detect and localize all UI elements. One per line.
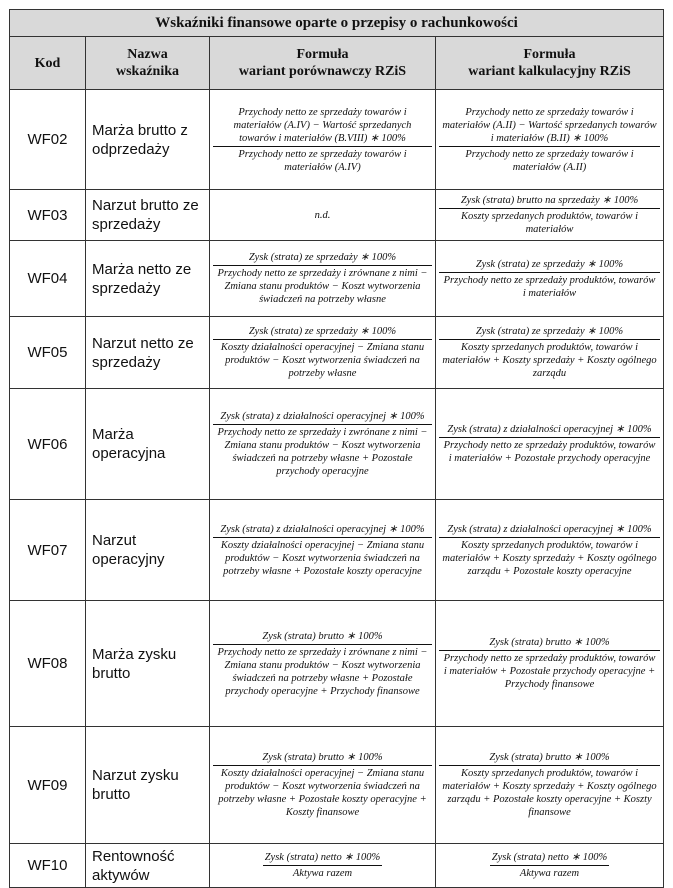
formula-comparative: Przychody netto ze sprzedaży towarów i materiałów (A.IV) − Wartość sprzedanych towarów i materiałów (B.VIII) ∗ 100% Przychody netto ze sprzedaży towarów i materiałów (A.IV) [210,90,436,190]
row-code: WF10 [10,844,86,888]
row-name: Marża operacyjna [86,389,210,500]
formula-comparative: Zysk (strata) brutto ∗ 100% Koszty działalności operacyjnej − Zmiana stanu produktów − Koszt wytworzenia świadczeń na potrzeby własne + Pozostałe koszty operacyjne + Koszty finansowe [210,727,436,844]
header-row [10,37,664,90]
formula-comparative: Zysk (strata) ze sprzedaży ∗ 100% Koszty działalności operacyjnej − Zmiana stanu produktów − Koszt wytworzenia świadczeń na potrzeby własne [210,317,436,389]
table-row [10,317,664,389]
row-code: WF02 [10,90,86,190]
formula-calculation: $\frac{\text{Zysk (strata) ze sprzedaży ∗ 100\%}}{\text{Przychody netto ze sprzedaży produktów, towarów i materiałów}}$ [436,241,664,317]
row-name: Marża netto ze sprzedaży [86,241,210,317]
row-name: Marża brutto z odprzedaży [86,90,210,190]
header-comparative: Formuła wariant porównawczy RZiS [210,37,436,90]
formula-comparative: n.d. [210,190,436,241]
header-name: Nazwa wskaźnika [86,37,210,90]
row-code: WF07 [10,500,86,601]
formula-calculation: Zysk (strata) ze sprzedaży ∗ 100% Koszty sprzedanych produktów, towarów i materiałów + Koszty sprzedaży + Koszty ogólnego zarządu [436,317,664,389]
formula-comparative: Zysk (strata) z działalności operacyjnej ∗ 100% Koszty działalności operacyjnej − Zmiana stanu produktów − Koszt wytworzenia świadczeń na potrzeby własne + Pozostałe koszty operacyjne [210,500,436,601]
formula-calculation: Przychody netto ze sprzedaży towarów i materiałów (A.II) − Wartość sprzedanych towarów i materiałów (B.II) ∗ 100% Przychody netto ze sprzedaży towarów i materiałów (A.II) [436,90,664,190]
table-row [10,241,664,317]
row-code: WF05 [10,317,86,389]
row-code: WF08 [10,601,86,727]
table-row [10,389,664,500]
table-row [10,90,664,190]
formula-calculation: Zysk (strata) z działalności operacyjnej ∗ 100% Koszty sprzedanych produktów, towarów i materiałów + Koszty sprzedaży + Koszty ogólnego zarządu + Pozostałe koszty operacyjne [436,500,664,601]
formula-calculation: Zysk (strata) brutto ∗ 100% Koszty sprzedanych produktów, towarów i materiałów + Koszty sprzedaży + Koszty ogólnego zarządu + Pozostałe koszty operacyjne + Koszty finansowe [436,727,664,844]
table-row [10,601,664,727]
financial-indicators-table [9,9,664,888]
formula-comparative: Zysk (strata) z działalności operacyjnej ∗ 100% Przychody netto ze sprzedaży i zwrónane z nimi − Zmiana stanu produktów − Koszt wytworzenia świadczeń na potrzeby własne + Pozostałe przychody operacyjne [210,389,436,500]
formula-comparative: Zysk (strata) brutto ∗ 100% Przychody netto ze sprzedaży i zrównane z nimi − Zmiana stanu produktów − Koszt wytworzenia świadczeń na potrzeby własne + Pozostałe przychody operacyjne + Przychody finansowe [210,601,436,727]
header-calculation: Formuła wariant kalkulacyjny RZiS [436,37,664,90]
formula-comparative: $\frac{\text{Zysk (strata) netto ∗ 100\%}}{\text{Aktywa razem}}$ [210,844,436,888]
table-row [10,727,664,844]
row-name: Narzut netto ze sprzedaży [86,317,210,389]
table-row [10,844,664,888]
row-name: Narzut brutto ze sprzedaży [86,190,210,241]
row-code: WF06 [10,389,86,500]
formula-calculation: $\frac{\text{Zysk (strata) netto ∗ 100\%}}{\text{Aktywa razem}}$ [436,844,664,888]
table-row [10,190,664,241]
formula-calculation: $\frac{\text{Zysk (strata) brutto na sprzedaży ∗ 100\%}}{\text{Koszty sprzedanych produktów, towarów i materiałów}}$ [436,190,664,241]
row-code: WF03 [10,190,86,241]
table-row [10,500,664,601]
header-code: Kod [10,37,86,90]
formula-calculation: Zysk (strata) brutto ∗ 100% Przychody netto ze sprzedaży produktów, towarów i materiałów + Pozostałe przychody operacyjne + Przychody finansowe [436,601,664,727]
row-code: WF09 [10,727,86,844]
table-title: Wskaźniki finansowe oparte o przepisy o rachunkowości [10,10,664,37]
formula-comparative: Zysk (strata) ze sprzedaży ∗ 100% Przychody netto ze sprzedaży i zrównane z nimi − Zmiana stanu produktów − Koszt wytworzenia świadczeń na potrzeby własne [210,241,436,317]
row-name: Marża zysku brutto [86,601,210,727]
row-code: WF04 [10,241,86,317]
formula-calculation: Zysk (strata) z działalności operacyjnej ∗ 100% Przychody netto ze sprzedaży produktów, towarów i materiałów + Pozostałe przychody operacyjne [436,389,664,500]
row-name: Rentowność aktywów [86,844,210,888]
row-name: Narzut zysku brutto [86,727,210,844]
row-name: Narzut operacyjny [86,500,210,601]
